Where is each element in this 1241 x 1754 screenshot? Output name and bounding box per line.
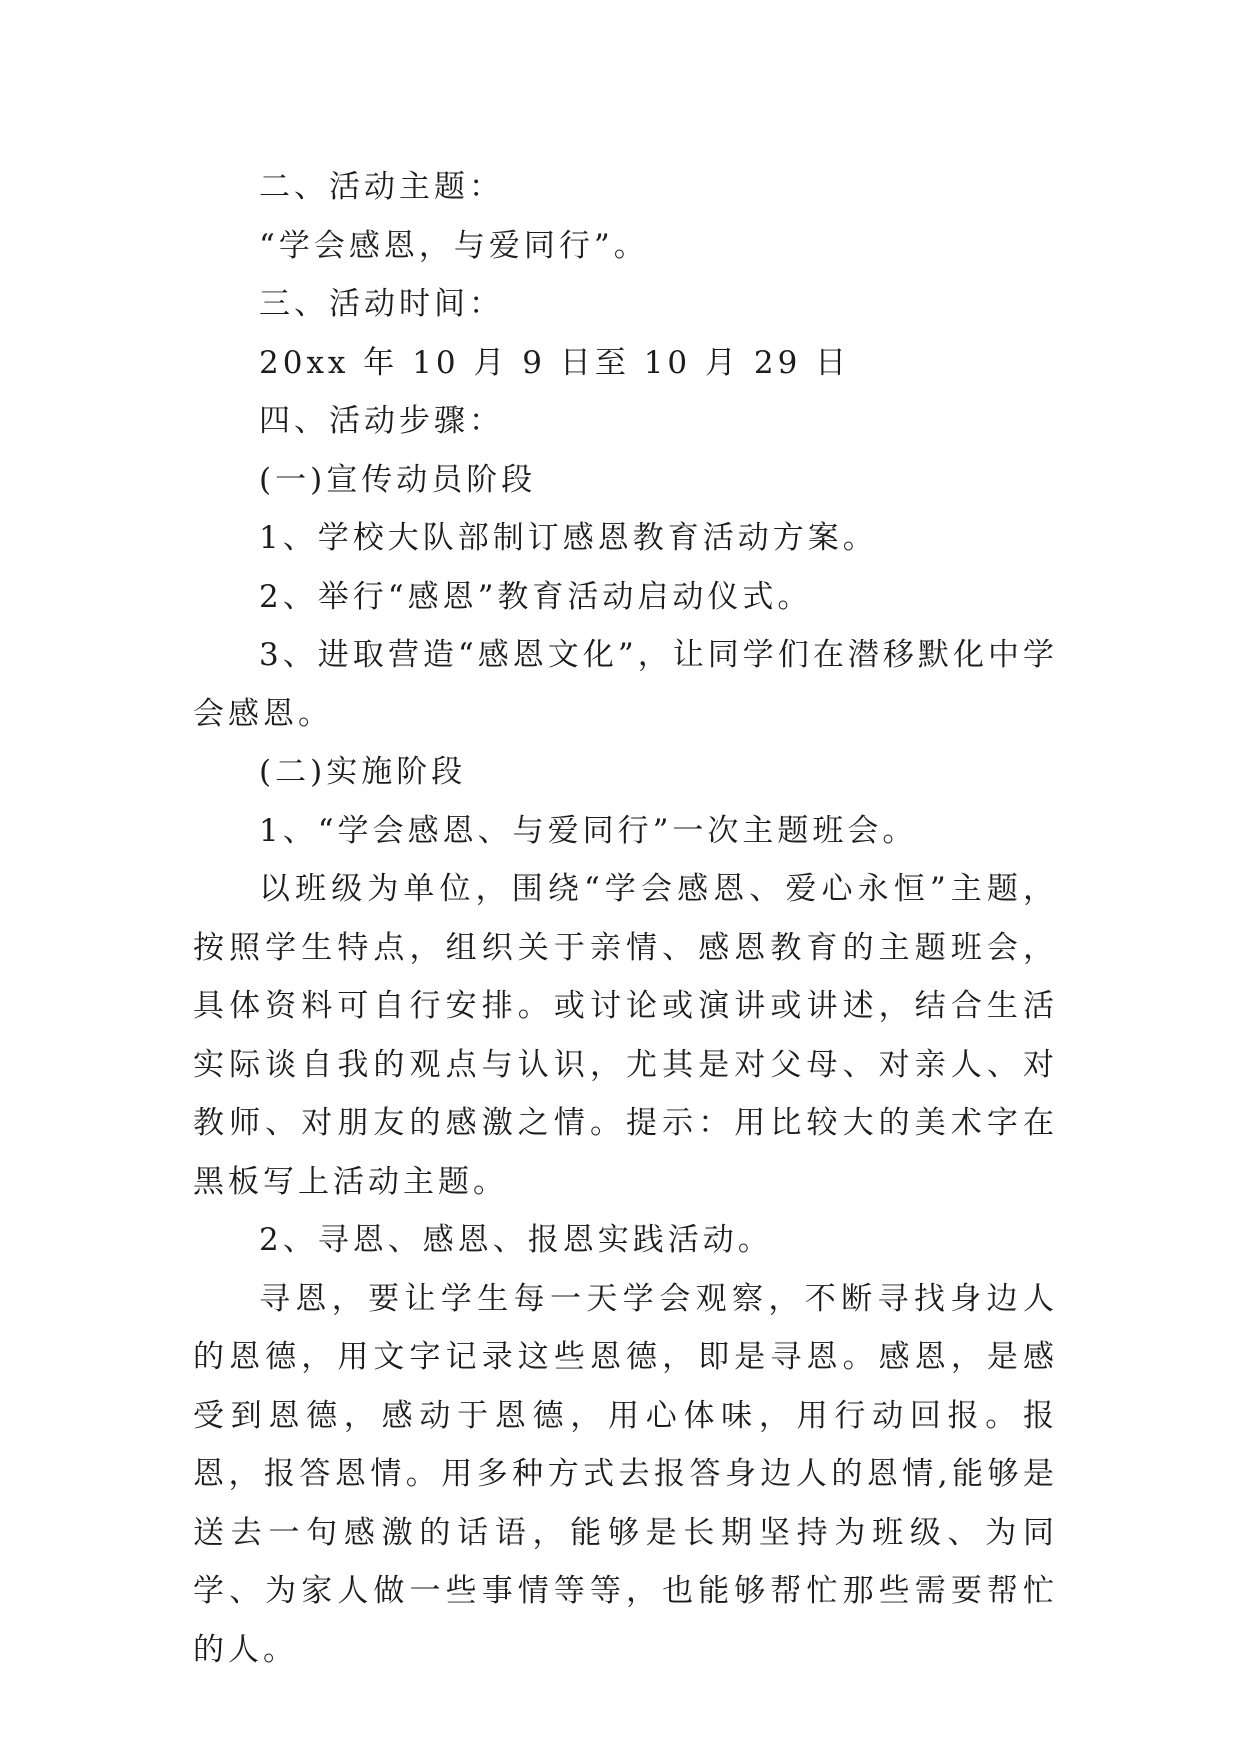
stage-two-item-2-body: 寻恩，要让学生每一天学会观察，不断寻找身边人的恩德，用文字记录这些恩德，即是寻恩。感恩，是感受到恩德，感动于恩德，用心体味，用行动回报。报恩，报答恩情。用多种方式去报答身边人的恩情,能够是送去一句感激的话语，能够是长期坚持为班级、为同学、为家人做一些事情等等，也能够帮忙那些需要帮忙的人。 (193, 1280, 1058, 1668)
heading-activity-theme: 二、活动主题： (259, 169, 504, 205)
stage-two-item-1: 1、“学会感恩、与爱同行”一次主题班会。 (259, 812, 918, 849)
activity-theme-text: “学会感恩，与爱同行”。 (259, 227, 649, 264)
stage-two-item-1-body: 以班级为单位，围绕“学会感恩、爱心永恒”主题，按照学生特点，组织关于亲情、感恩教育的主题班会，具体资料可自行安排。或讨论或演讲或讲述，结合生活实际谈自我的观点与认识，尤其是对父母、对亲人、对教师、对朋友的感激之情。提示：用比较大的美术字在黑板写上活动主题。 (193, 871, 1058, 1200)
stage-one-item-2: 2、举行“感恩”教育活动启动仪式。 (259, 578, 813, 615)
activity-time-text: 20xx 年 10 月 9 日至 10 月 29 日 (259, 344, 851, 381)
stage-two-item-2: 2、寻恩、感恩、报恩实践活动。 (259, 1222, 773, 1258)
subheading-stage-one: (一)宣传动员阶段 (259, 461, 537, 498)
subheading-stage-two: (二)实施阶段 (259, 754, 467, 790)
stage-one-item-3: 3、进取营造“感恩文化”，让同学们在潜移默化中学会感恩。 (193, 637, 1058, 732)
heading-activity-steps: 四、活动步骤： (259, 403, 504, 439)
stage-one-item-1: 1、学校大队部制订感恩教育活动方案。 (259, 520, 878, 556)
document-body (193, 158, 1058, 1679)
heading-activity-time: 三、活动时间： (259, 286, 504, 322)
